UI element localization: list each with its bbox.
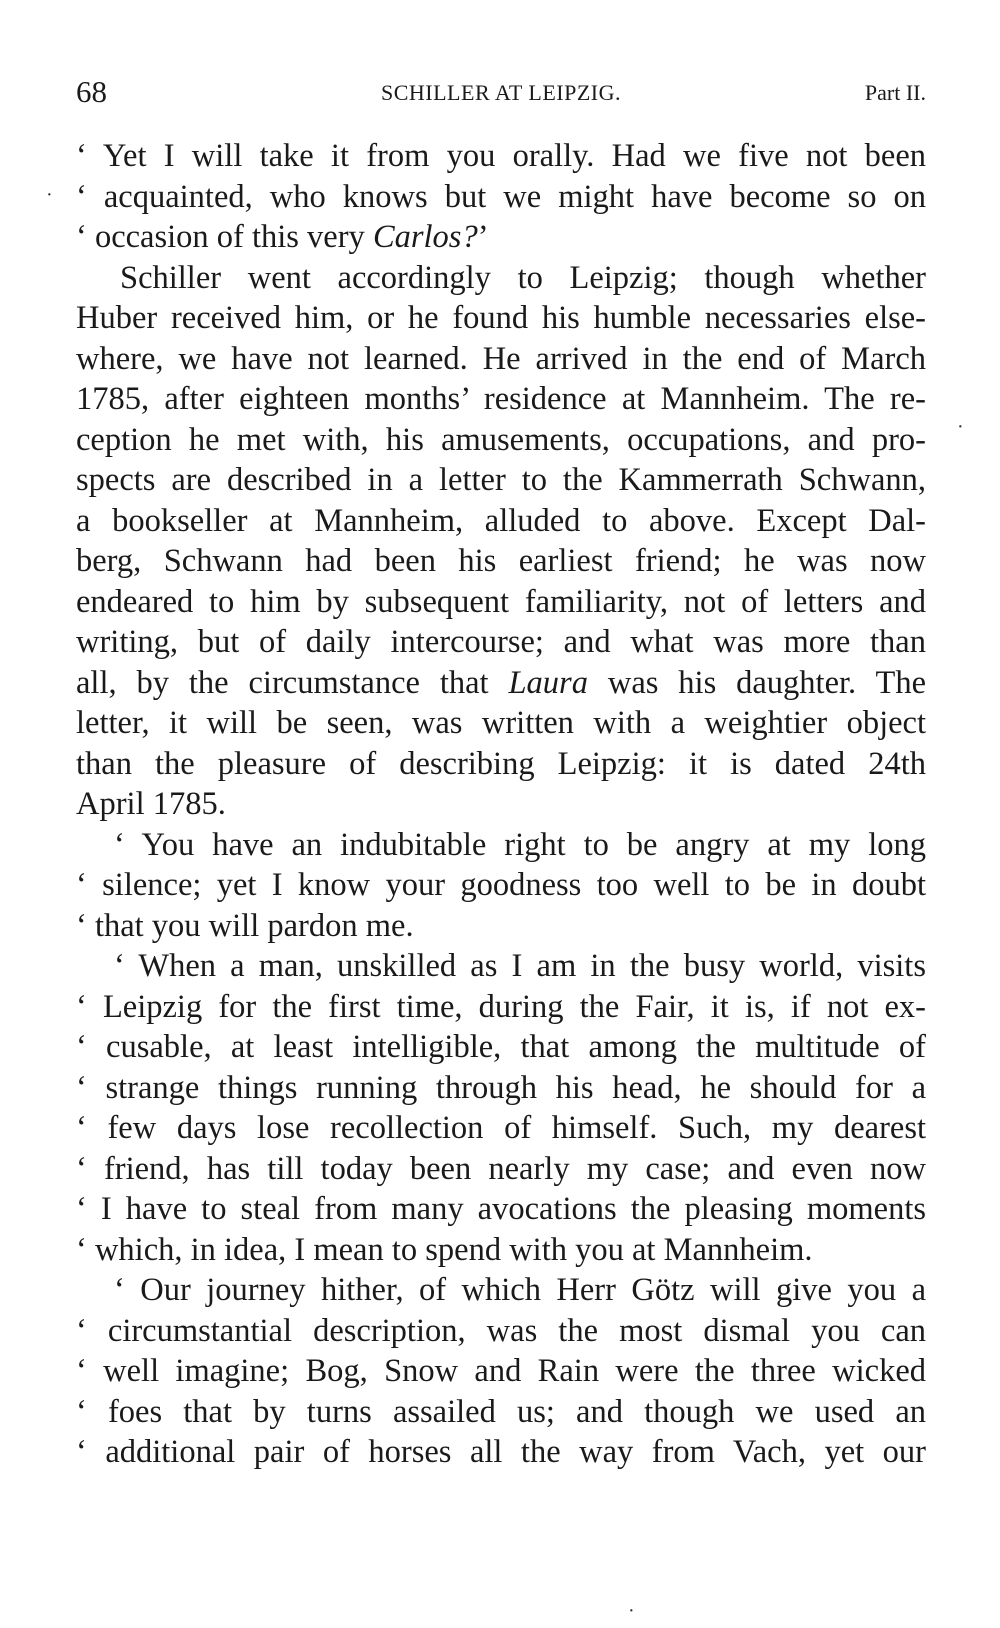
margin-speck: · <box>46 184 53 206</box>
text-line: ‘ When a man, unskilled as I am in the busy world, visits <box>114 948 926 984</box>
page-number: 68 <box>76 74 107 109</box>
text-line: ‘ Our journey hither, of which Herr Götz will give you a <box>114 1272 926 1308</box>
text-line: ‘ well imagine; Bog, Snow and Rain were the three wicked <box>76 1353 926 1389</box>
text-line: ‘ friend, has till today been nearly my case; and even now <box>76 1150 926 1187</box>
text-run: all, by the circumstance that <box>76 664 509 701</box>
text-line: ‘ acquainted, who knows but we might have become so on <box>76 178 926 215</box>
text-line: ‘ additional pair of horses all the way from Vach, yet our <box>76 1434 926 1470</box>
margin-speck: · <box>628 1600 635 1622</box>
text-line: ‘ Leipzig for the first time, during the Fair, it is, if not ex- <box>76 988 926 1025</box>
text-line: where, we have not learned. He arrived in the end of March <box>76 340 926 377</box>
text-line: ception he met with, his amusements, occupations, and pro- <box>76 421 926 458</box>
text-line: spects are described in a letter to the Kammerrath Schwann, <box>76 462 926 498</box>
text-line: a bookseller at Mannheim, alluded to above. Except Dal- <box>76 502 926 539</box>
text-line: ‘ circumstantial description, was the most dismal you can <box>76 1312 926 1349</box>
running-head <box>76 60 926 110</box>
book-page <box>76 60 926 1473</box>
text-line: writing, but of daily intercourse; and what was more than <box>76 624 926 660</box>
margin-speck: · <box>957 416 964 438</box>
text-line <box>76 663 926 704</box>
text-line: April 1785. <box>76 786 226 822</box>
text-line: letter, it will be seen, was written with a weightier object <box>76 705 926 741</box>
text-line: ‘ that you will pardon me. <box>76 907 414 944</box>
text-line: ‘ few days lose recollection of himself. Such, my dearest <box>76 1110 926 1146</box>
text-line: ‘ Yet I will take it from you orally. Had we five not been <box>76 138 926 174</box>
body-text <box>76 136 926 1473</box>
text-line: ‘ which, in idea, I mean to spend with you at Mannheim. <box>76 1231 813 1268</box>
text-line: Huber received him, or he found his humble necessaries else- <box>76 300 926 336</box>
text-line <box>76 217 926 258</box>
text-line: than the pleasure of describing Leipzig: it is dated 24th <box>76 745 926 782</box>
text-line: ‘ strange things running through his head, he should for a <box>76 1069 926 1106</box>
text-line: 1785, after eighteen months’ residence at Mannheim. The re- <box>76 381 926 417</box>
italic-title: Carlos? <box>372 219 478 255</box>
text-run: ’ <box>477 219 489 255</box>
text-line: ‘ foes that by turns assailed us; and though we used an <box>76 1393 926 1430</box>
text-run: was his daughter. The <box>587 664 927 701</box>
text-line: ‘ You have an indubitable right to be angry at my long <box>114 826 926 863</box>
text-line: Schiller went accordingly to Leipzig; though whether <box>120 259 926 296</box>
text-line: endeared to him by subsequent familiarity, not of letters and <box>76 583 926 620</box>
text-line: ‘ cusable, at least intelligible, that among the multitude of <box>76 1029 926 1065</box>
text-line: ‘ I have to steal from many avocations the pleasing moments <box>76 1191 926 1227</box>
text-line: berg, Schwann had been his earliest friend; he was now <box>76 543 926 579</box>
running-title: SCHILLER AT LEIPZIG. <box>381 80 621 105</box>
italic-title: Laura <box>508 664 588 701</box>
text-line: ‘ silence; yet I know your goodness too well to be in doubt <box>76 867 926 903</box>
text-run: ‘ occasion of this very <box>76 219 373 255</box>
part-label: Part II. <box>864 80 926 105</box>
